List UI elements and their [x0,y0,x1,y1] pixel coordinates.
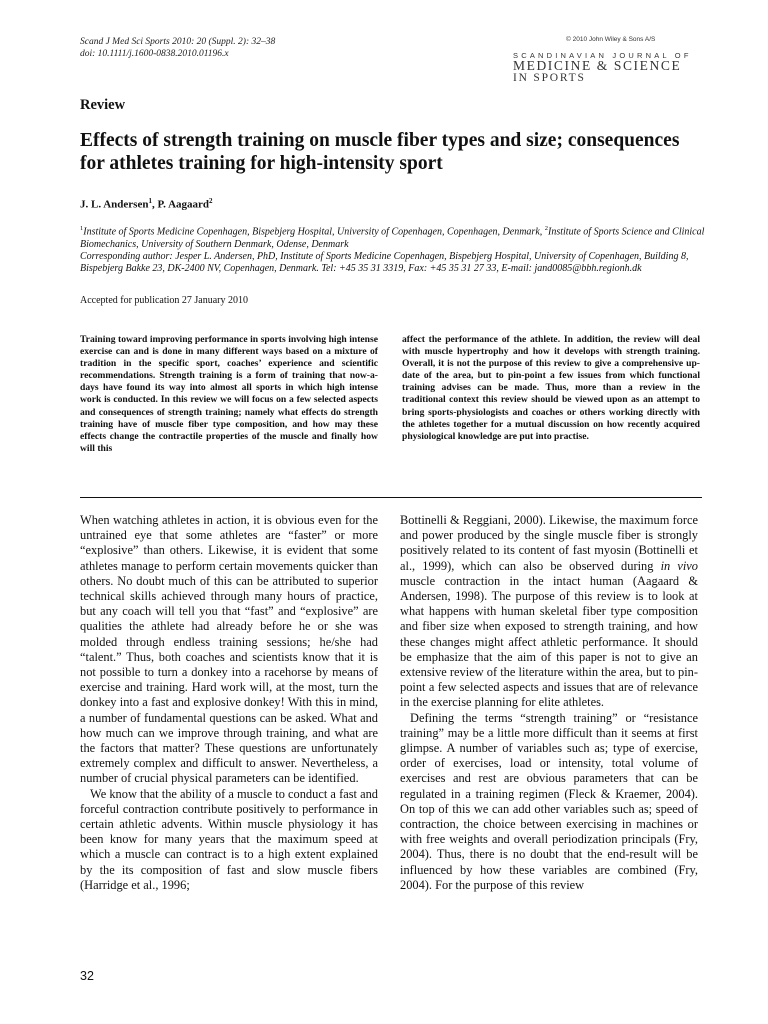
author-separator: , [151,198,158,211]
affiliation-text: Institute of Sports Science and Clinical Biomechanics, University of Southern Denmark, Odense, Denmark [80,226,705,250]
affil-mark: 1 [80,225,84,232]
accepted-date: Accepted for publication 27 January 2010 [80,295,249,306]
text-run-italic: in vivo [660,558,698,573]
abstract-right-column: affect the performance of the athlete. In addition, the review will deal with muscle hypertrophy and how it develops with strength training. Overall, it is not the purpose of this review to give a comprehensive up-date of the area, but to pin-point a few issues from which functional training advises can be made. Thus, more than a review in the traditional context this review should be viewed upon as an attempt to bring sports-physiologists and coaches or others working directly with the athletes together for a mutual discussion on how recently acquired physiological knowledge are put into practise. [402,334,700,442]
affil-mark: 2 [544,225,549,232]
page-number: 32 [80,969,94,983]
author-affil-mark: 1 [148,197,152,205]
author-affil-mark: 2 [209,197,213,205]
citation-line: Scand J Med Sci Sports 2010: 20 (Suppl. 2): 32–38 [80,37,276,47]
affiliation-text: Institute of Sports Medicine Copenhagen, Bispebjerg Hospital, University of Copenhagen, Copenhagen, Denmark, [83,226,545,238]
body-left-column [80,513,378,893]
journal-name-line3: IN SPORTS [513,72,586,84]
journal-name-line2: MEDICINE & SCIENCE [513,58,682,73]
journal-name-line1: SCANDINAVIAN JOURNAL OF [513,51,692,60]
abstract-left-column: Training toward improving performance in sports involving high intense exercise can and is done in many different ways based on a mixture of tradition in the specific sport, coaches’ experience and scientific recommendations. Strength training is a form of training that now-a-days have found its way into almost all sports in which high intense work is conducted. In this review we will focus on a few selected aspects and consequences of strength training; namely what effects do strength training have of muscle fiber type composition, and how may these effects change the contractile properties of the muscle and finally how will this [80,334,378,454]
section-label: Review [80,97,126,113]
body-paragraph: Defining the terms “strength training” or “resistance training” may be a little more difficult than it seems at first glimpse. A number of variables such as; type of exercise, order of exercises, load or intensity, total volume of exercises and rest are obvious parameters that can be regulated in a training regimen (Fleck & Kraemer, 2004). On top of this we can add other variables such as; speed of contraction, the choice between exercising in machines or with free weights and overall periodization principals (Fry, 2004). Thus, there is no doubt that the end-result will be influenced by how these variables are combined (Fry, 2004). For the purpose of this review [400,710,698,892]
journal-citation [80,37,275,60]
author-name: P. Aagaard [157,198,210,211]
affiliations [80,223,705,275]
text-run: Bottinelli & Reggiani, 2000). Likewise, the maximum force and power produced by the single muscle fiber is strongly positively related to its content of fast myosin (Bottinelli et al., 1999), which can also be observed during [400,513,698,573]
author-list [80,197,213,211]
journal-logo [513,51,692,84]
copyright-notice: © 2010 John Wiley & Sons A/S [566,36,656,43]
text-run: muscle contraction in the intact human (Aagaard & Andersen, 1998). The purpose of this review is to look at what happens with human skeletal fiber type composition and fiber size when exposed to strength training, and how these changes might affect athletic performance. It should be emphasize that the aim of this paper is not to give an extensive review of the literature within the area, but to pin-point a few selected aspects and issues that are of relevance in the exercise planning for elite athletes. [400,573,698,710]
author-name: J. L. Andersen [80,198,149,211]
body-paragraph: We know that the ability of a muscle to conduct a fast and forceful contraction contribute positively to performance in certain athletic advents. Within muscle physiology it has been know for many years that the maximum speed at which a muscle can contract is to a high extent explained by the its composition of fast and slow muscle fibers (Harridge et al., 1996; [80,786,378,892]
section-divider [80,497,702,498]
body-right-column [400,513,698,893]
body-paragraph: When watching athletes in action, it is obvious even for the untrained eye that some athletes are “faster” or more “explosive” than others. Likewise, it is evident that some athletes manage to perform certain movements quicker than others. No doubt much of this can be attributed to superior technical skills achieved through many hours of practice, but any coach will tell you that “fast” and “explosive” are qualities the athlete had already before he or she was molded through endless training sessions; he/she had “talent.” Thus, both coaches and scientists know that it is not possible to turn a donkey into a racehorse by means of exercise and training. Hard work will, at the most, turn the donkey into a fast and explosive donkey! With this in mind, a number of fundamental questions can be asked. What and how much can we improve through training, and what are the factors that matter? These questions are unfortunately extremely complex and difficult to answer. Nevertheless, a number of crucial physical parameters can be identified. [80,513,378,786]
body-paragraph [400,513,698,711]
doi-line: doi: 10.1111/j.1600-0838.2010.01196.x [80,48,229,59]
corresponding-author: Corresponding author: Jesper L. Andersen, PhD, Institute of Sports Medicine Copenhagen, Bispebjerg Hospital, University of Copenhagen, Building 8, Bispebjerg Bakke 23, DK-2400 NV, Copenhagen, Denmark. Tel: +45 35 31 3319, Fax: +45 35 31 27 33, E-mail: jand0085@bbh.regionh.dk [80,250,689,274]
article-title: Effects of strength training on muscle fiber types and size; consequences for athletes training for high-intensity sport [80,130,680,174]
